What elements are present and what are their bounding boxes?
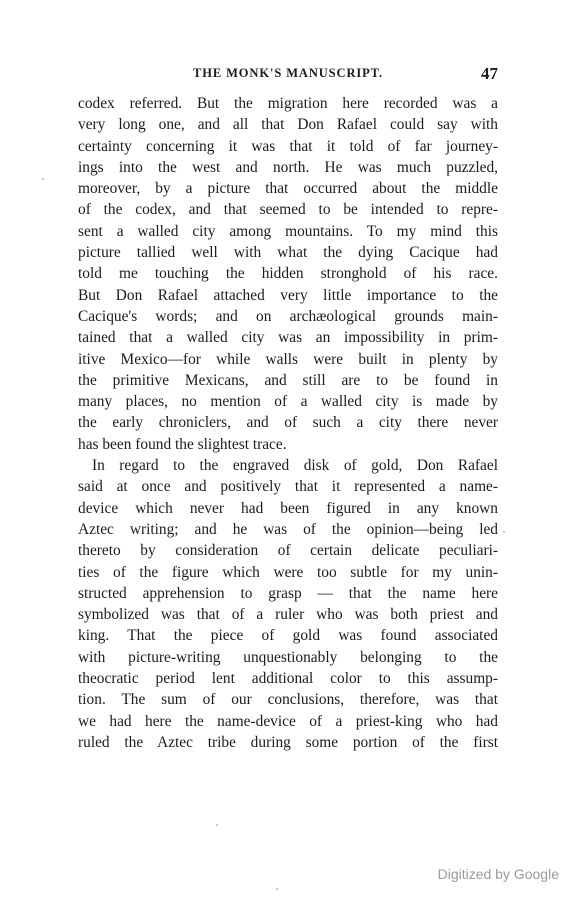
- text-line: many places, no mention of a walled city is made by: [78, 393, 498, 411]
- text-line: very long one, and all that Don Rafael could say with: [78, 116, 498, 134]
- text-line: of the codex, and that seemed to be intended to repre-: [78, 201, 498, 219]
- text-line: theocratic period lent additional color to this assump-: [78, 670, 498, 688]
- text-line: ties of the figure which were too subtle for my unin-: [78, 563, 498, 581]
- text-line: symbolized was that of a ruler who was both priest and: [78, 606, 498, 624]
- running-head-title: THE MONK'S MANUSCRIPT.: [192, 66, 384, 80]
- page-number: 47: [481, 64, 498, 83]
- body-text: [78, 93, 498, 753]
- text-line: thereto by consideration of certain delicate peculiari-: [78, 542, 498, 560]
- text-line: king. That the piece of gold was found associated: [78, 627, 498, 645]
- paper-speck: [503, 531, 505, 533]
- text-line: moreover, by a picture that occurred about the middle: [78, 180, 498, 198]
- text-line: we had here the name-device of a priest-king who had: [78, 712, 498, 730]
- text-line: But Don Rafael attached very little importance to the: [78, 286, 498, 304]
- text-line: tion. The sum of our conclusions, therefore, was that: [78, 691, 498, 709]
- text-line: Aztec writing; and he was of the opinion—being led: [78, 520, 498, 538]
- text-line: said at once and positively that it represented a name-: [78, 478, 498, 496]
- text-line: told me touching the hidden stronghold of his race.: [78, 265, 498, 283]
- text-line: codex referred. But the migration here recorded was a: [78, 95, 498, 112]
- text-line: picture tallied well with what the dying Cacique had: [78, 244, 498, 262]
- paper-speck: [276, 888, 278, 890]
- text-line: Cacique's words; and on archæological grounds main-: [78, 307, 498, 325]
- text-line: structed apprehension to grasp — that the name here: [78, 584, 498, 602]
- text-line: ings into the west and north. He was much puzzled,: [78, 158, 498, 176]
- text-line: ruled the Aztec tribe during some portion of the first: [78, 733, 498, 751]
- paper-speck: [216, 824, 218, 826]
- text-line: sent a walled city among mountains. To my mind this: [78, 222, 498, 240]
- text-line: with picture-writing unquestionably belonging to the: [78, 648, 498, 666]
- text-line: certainty concerning it was that it told of far journey-: [78, 137, 498, 155]
- paper-speck: [42, 178, 44, 180]
- running-header: [78, 64, 498, 84]
- text-line: the early chroniclers, and of such a city there never: [78, 414, 498, 432]
- digitized-watermark: Digitized by Google: [437, 866, 559, 882]
- text-line-paragraph-end: has been found the slightest trace.: [78, 435, 287, 453]
- text-line-paragraph-start: In regard to the engraved disk of gold, Don Rafael: [92, 457, 498, 475]
- text-line: tained that a walled city was an impossibility in prim-: [78, 329, 498, 347]
- text-line: itive Mexico—for while walls were built in plenty by: [78, 350, 498, 368]
- text-line: the primitive Mexicans, and still are to be found in: [78, 371, 498, 389]
- text-line: device which never had been figured in any known: [78, 499, 498, 517]
